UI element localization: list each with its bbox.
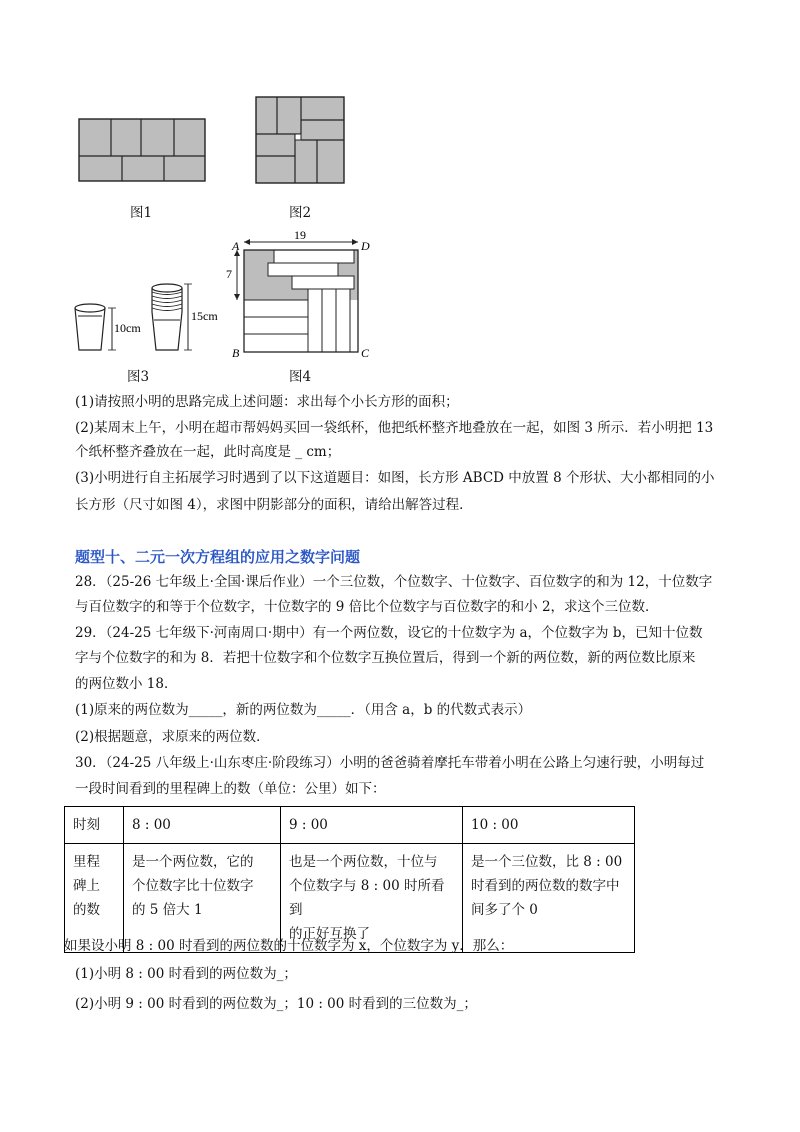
q27-part2-line2: 个纸杯整齐叠放在一起，此时高度是 _ cm； xyxy=(75,444,341,460)
q30-part1: (1)小明 8 : 00 时看到的两位数为_； xyxy=(75,966,297,982)
fig3-label-tall: 15cm xyxy=(191,309,218,323)
q28-line1: 28．（25-26 七年级上·全国·课后作业）一个三位数，个位数字、十位数字、百位数字的和为 12，十位数字 xyxy=(75,574,713,590)
milestone-table xyxy=(64,806,635,953)
q27-part1: (1)请按照小明的思路完成上述问题：求出每个小长方形的面积； xyxy=(75,394,459,410)
fig4-point-b: B xyxy=(232,346,240,360)
table-header-cell: 时刻 xyxy=(65,807,124,844)
table-header-cell: 9 : 00 xyxy=(281,807,463,844)
fig4-height-label: 7 xyxy=(226,267,232,281)
q30-line2: 一段时间看到的里程碑上的数（单位：公里）如下： xyxy=(75,781,386,797)
fig4-point-a: A xyxy=(232,239,240,253)
table-cell: 里程 碑上 的数 xyxy=(65,844,124,953)
q27-part3-line2: 长方形（尺寸如图 4），求图中阴影部分的面积，请给出解答过程． xyxy=(75,497,473,513)
table-header-cell: 8 : 00 xyxy=(124,807,281,844)
figure-3 xyxy=(70,280,240,360)
fig3-label-short: 10cm xyxy=(114,321,141,335)
figure-4-caption: 图4 xyxy=(289,369,312,385)
q30-line3: 如果设小明 8 : 00 时看到的两位数的十位数字为 x，个位数字为 y．那么： xyxy=(64,938,514,954)
figure-1-caption: 图1 xyxy=(130,205,153,221)
figure-2-caption: 图2 xyxy=(289,205,312,221)
q30-line1: 30．（24-25 八年级上·山东枣庄·阶段练习）小明的爸爸骑着摩托车带着小明在公路上匀速行驶，小明每过 xyxy=(75,755,705,771)
q27-part2-line1: (2)某周末上午，小明在超市帮妈妈买回一袋纸杯，他把纸杯整齐地叠放在一起，如图 3 所示．若小明把 13 xyxy=(75,420,714,436)
table-row xyxy=(65,807,635,844)
figure-2 xyxy=(255,96,347,186)
fig4-point-d: D xyxy=(361,239,370,253)
q29-line3: 的两位数小 18． xyxy=(75,676,178,692)
q30-part2: (2)小明 9 : 00 时看到的两位数为_；10 : 00 时看到的三位数为_； xyxy=(75,996,477,1012)
q29-part2: (2)根据题意，求原来的两位数． xyxy=(75,729,270,745)
q27-part3-line1: (3)小明进行自主拓展学习时遇到了以下这道题目：如图，长方形 ABCD 中放置 8 个形状、大小都相同的小 xyxy=(75,470,715,486)
table-cell: 也是一个两位数，十位与 个位数字与 8 : 00 时所看到 的正好互换了 xyxy=(281,844,463,953)
q29-line2: 字与个位数字的和为 8．若把十位数字和个位数字互换位置后，得到一个新的两位数，新的两位数比原来 xyxy=(75,650,696,666)
figure-4 xyxy=(222,228,382,362)
figure-3-caption: 图3 xyxy=(127,369,150,385)
q29-line1: 29．（24-25 七年级下·河南周口·期中）有一个两位数，设它的十位数字为 a，个位数字为 b，已知十位数 xyxy=(75,625,703,641)
fig4-point-c: C xyxy=(361,346,370,360)
table-cell: 是一个三位数，比 8 : 00 时看到的两位数的数字中 间多了个 0 xyxy=(463,844,635,953)
table-cell: 是一个两位数，它的 个位数字比十位数字 的 5 倍大 1 xyxy=(124,844,281,953)
q28-line2: 与百位数字的和等于个位数字，十位数字的 9 倍比个位数字与百位数字的和小 2，求这个三位数． xyxy=(75,599,659,615)
table-header-cell: 10 : 00 xyxy=(463,807,635,844)
figure-1 xyxy=(78,118,208,184)
fig4-width-label: 19 xyxy=(294,228,306,242)
q29-part1: (1)原来的两位数为_____，新的两位数为_____．（用含 a，b 的代数式表示） xyxy=(75,702,532,718)
section-heading: 题型十、二元一次方程组的应用之数字问题 xyxy=(75,548,361,566)
